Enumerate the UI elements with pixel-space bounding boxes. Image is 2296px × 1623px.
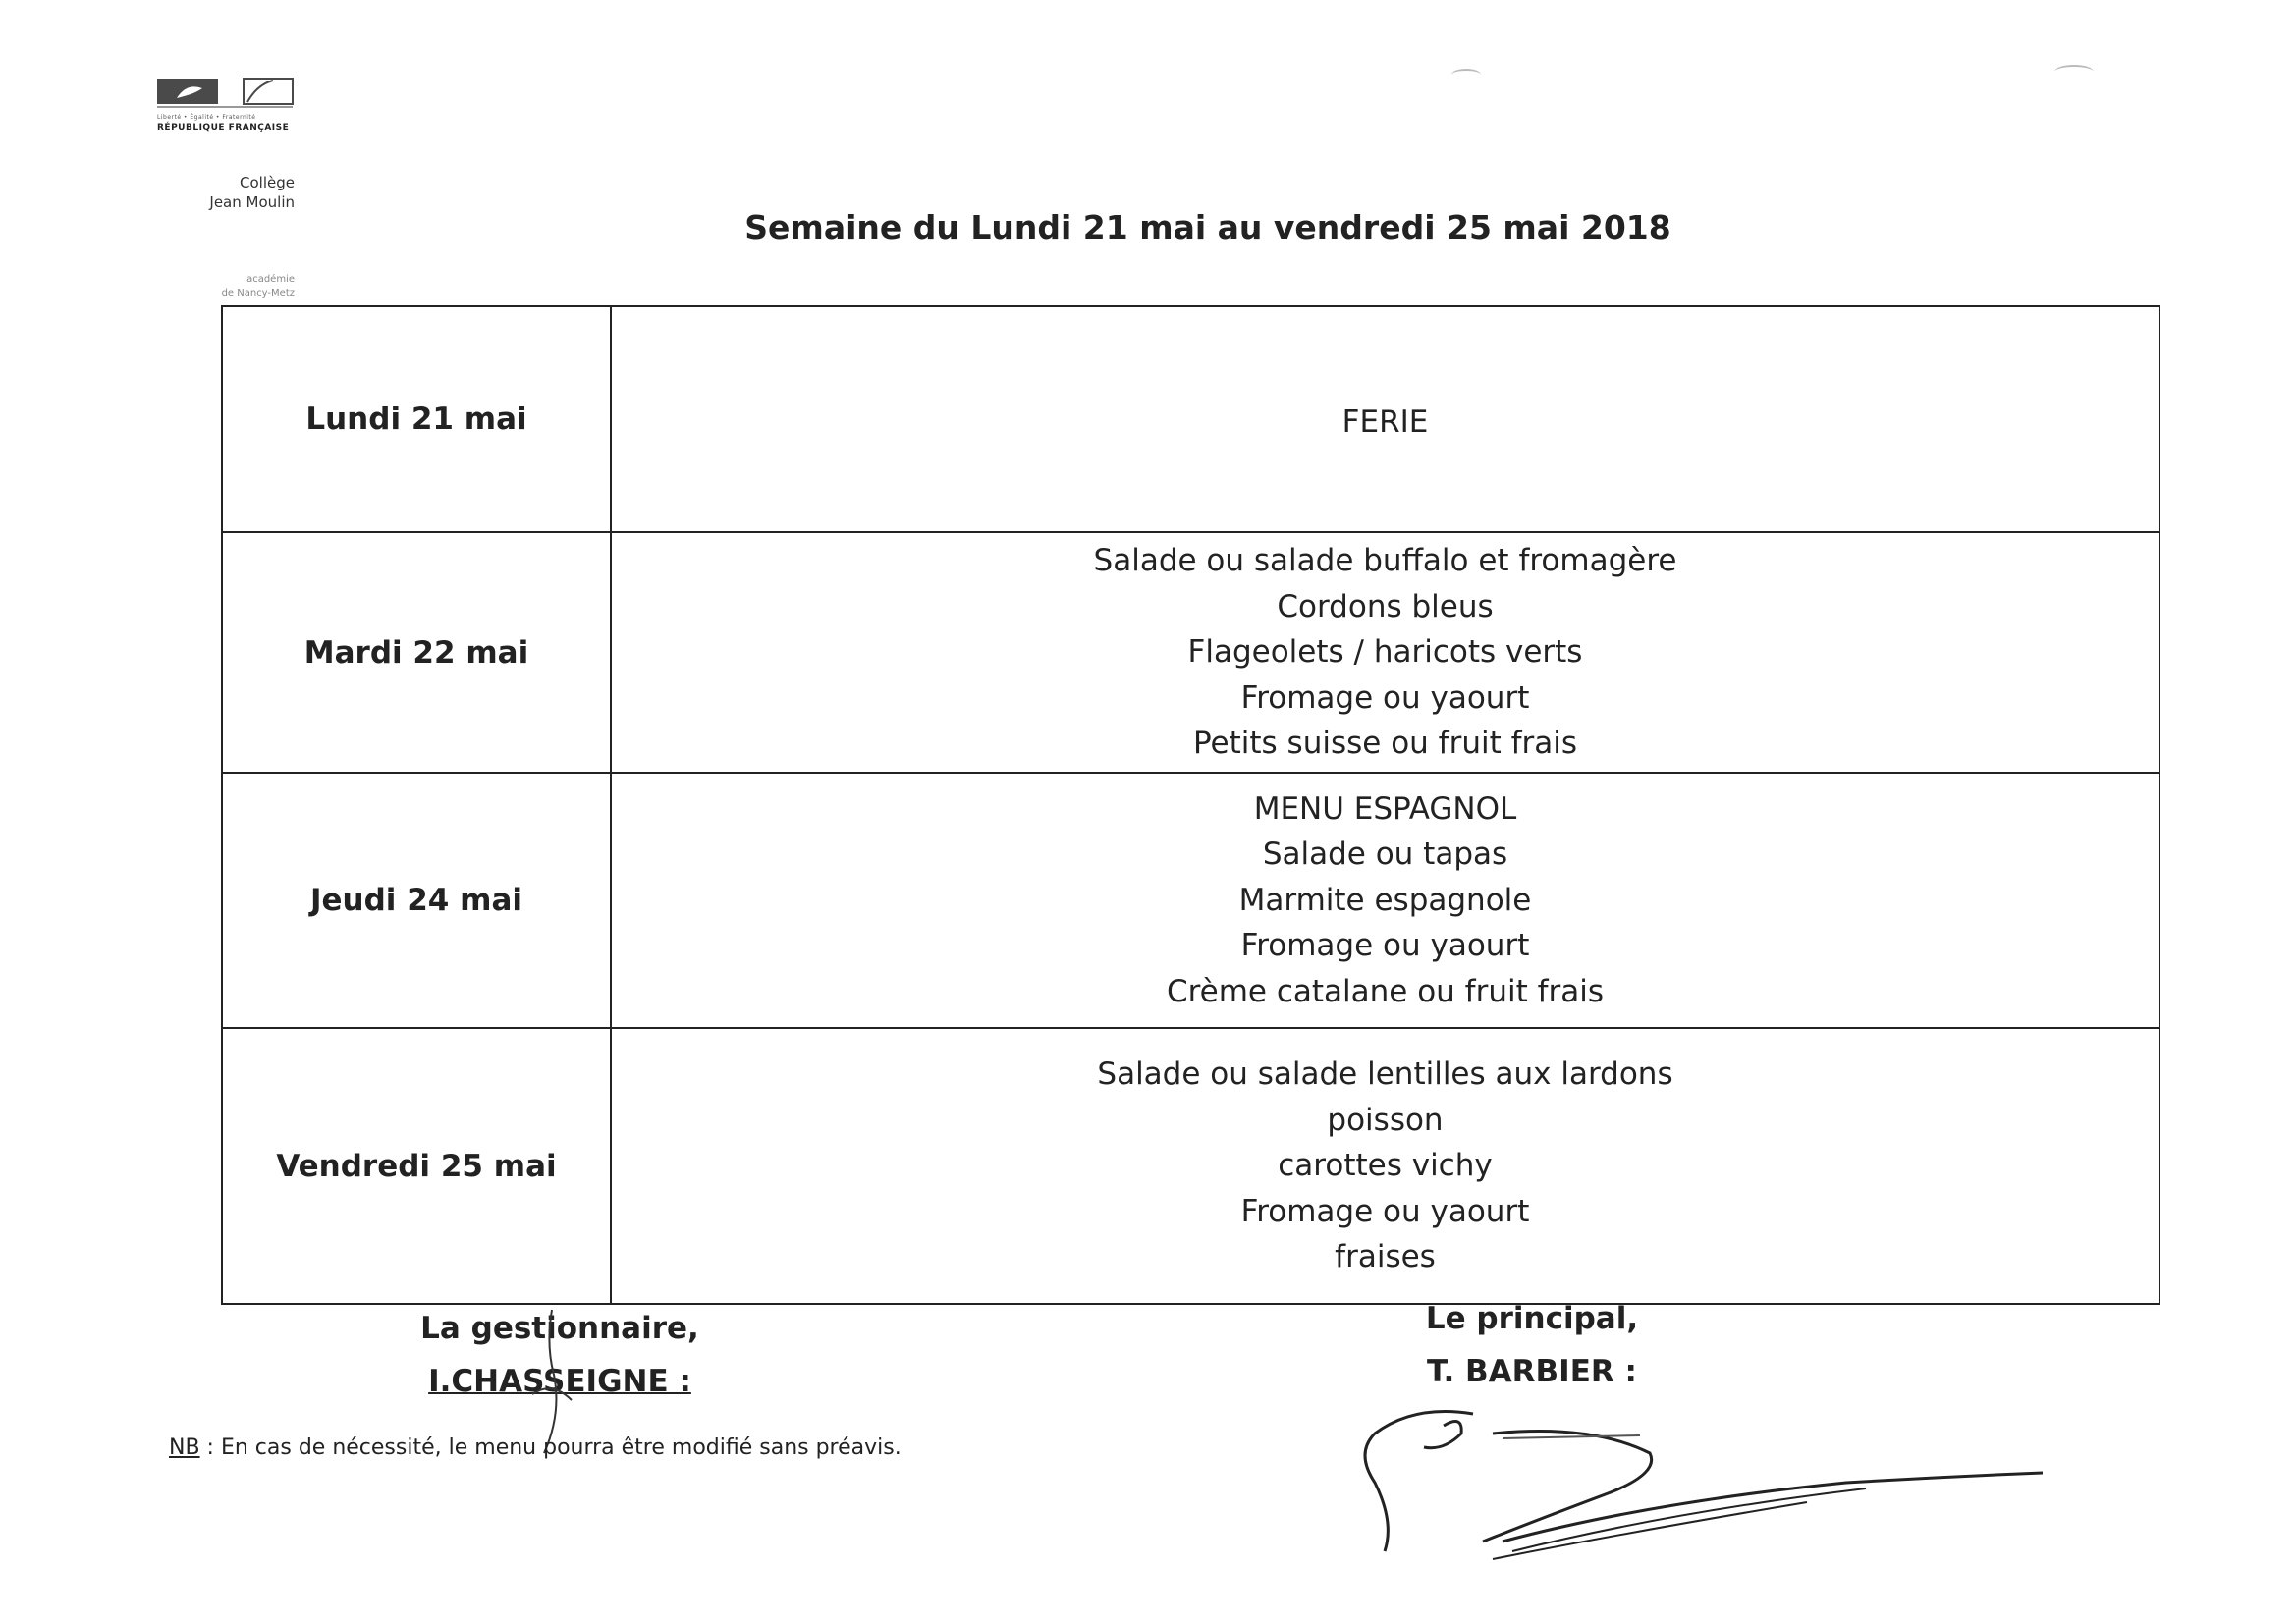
day-label: Jeudi 24 mai (223, 774, 612, 1027)
dish-item: carottes vichy (1278, 1148, 1493, 1184)
scan-mark-2 (2054, 65, 2094, 79)
scan-mark-1 (1451, 69, 1481, 81)
school-line-2: Jean Moulin (209, 193, 295, 211)
logo-motto: Liberté • Égalité • Fraternité (157, 114, 256, 121)
dish-item: Flageolets / haricots verts (1187, 634, 1583, 671)
dish-item: Salade ou tapas (1262, 837, 1508, 873)
dish-item: Cordons bleus (1277, 588, 1494, 624)
academy-line-2: de Nancy-Metz (221, 288, 295, 298)
menu-row-tuesday (223, 533, 2159, 774)
page-title: Semaine du Lundi 21 mai au vendredi 25 mai 2018 (744, 208, 1671, 246)
principal-handwritten-signature-icon (1355, 1394, 2043, 1571)
note-label: NB (169, 1435, 200, 1460)
dish-item: MENU ESPAGNOL (1253, 790, 1517, 827)
dish-item: Salade ou salade buffalo et fromagère (1093, 543, 1677, 579)
dish-item: Fromage ou yaourt (1240, 1193, 1530, 1229)
school-line-1: Collège (240, 174, 295, 191)
menu-row-friday (223, 1029, 2159, 1303)
dish-list (612, 307, 2159, 531)
dish-item: Fromage ou yaourt (1240, 679, 1530, 716)
dish-item: fraises (1335, 1239, 1436, 1275)
marianne-logo-icon (157, 75, 295, 112)
dish-item: Crème catalane ou fruit frais (1166, 973, 1605, 1009)
menu-table (221, 305, 2160, 1305)
academy-line-1: académie (246, 274, 295, 285)
dish-item: FERIE (1341, 405, 1429, 440)
note-text: : En cas de nécessité, le menu pourra être modifié sans préavis. (199, 1435, 902, 1460)
day-label: Mardi 22 mai (223, 533, 612, 772)
menu-row-thursday (223, 774, 2159, 1029)
dish-item: poisson (1327, 1102, 1444, 1138)
dish-item: Marmite espagnole (1238, 882, 1532, 918)
day-label: Lundi 21 mai (223, 307, 612, 531)
principal-title: Le principal, (1425, 1301, 1639, 1336)
principal-signature-block (1355, 1292, 1709, 1398)
academy-name (157, 273, 295, 300)
menu-row-monday (223, 307, 2159, 533)
manager-title: La gestionnaire, (420, 1311, 699, 1346)
dish-list (612, 533, 2159, 772)
principal-name: T. BARBIER : (1427, 1354, 1637, 1389)
school-name (157, 173, 295, 212)
dish-item: Fromage ou yaourt (1240, 928, 1530, 964)
republique-logo (157, 75, 295, 133)
manager-name: I.CHASSEIGNE : (428, 1364, 691, 1399)
dish-list (612, 774, 2159, 1027)
dish-item: Salade ou salade lentilles aux lardons (1097, 1056, 1673, 1093)
day-label: Vendredi 25 mai (223, 1029, 612, 1303)
dish-item: Petits suisse ou fruit frais (1192, 726, 1578, 762)
dish-list (612, 1029, 2159, 1303)
note (169, 1435, 902, 1460)
logo-text: RÉPUBLIQUE FRANÇAISE (157, 123, 290, 133)
